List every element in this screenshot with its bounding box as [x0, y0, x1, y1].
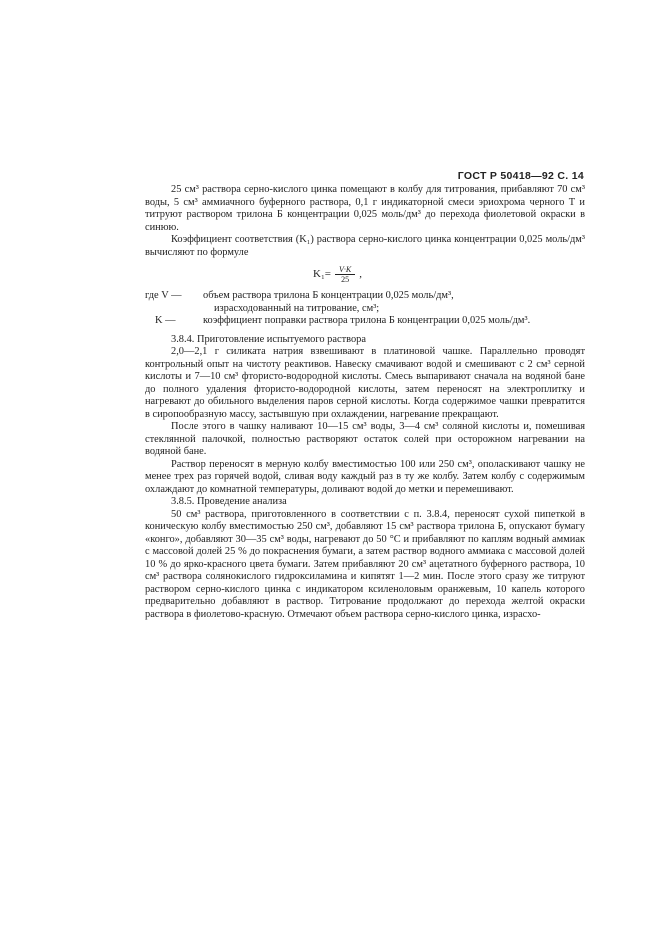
- formula-denominator: 25: [341, 275, 350, 284]
- paragraph-transfer: Раствор переносят в мерную колбу вместимостью 100 или 250 см³, ополаскивают чашку не менее трех раз горячей водой, сливая воду каждый раз в ту же колбу. Затем колбу с содержимым охлаждают до комнатной температуры, доливают водой до метки и перемешивают.: [145, 458, 585, 495]
- definition-v-continuation: израсходованный на титрование, см³;: [214, 302, 380, 314]
- paragraph-coefficient: Коэффициент соответствия (K₁) раствора серно-кислого цинка концентрации 0,025 моль/дм³ вычисляют по формуле: [145, 234, 585, 258]
- formula: [313, 265, 585, 284]
- page-body: [145, 184, 585, 621]
- formula-fraction: [335, 265, 355, 284]
- paragraph-preparation: 2,0—2,1 г силиката натрия взвешивают в платиновой чашке. Параллельно проводят контрольный опыт на чистоту реактивов. Навеску смачивают водой и смешивают с 2 см³ серной кислоты и 7—10 см³ фтористо-водородной кислоты. Смесь выпаривают сначала на водяной бане до полного удаления фтористо-водородной кислоты, затем переносят на электроплитку и нагревают до обильного выделения паров серной кислоты. Когда содержимое чашки превратится в сиропообразную массу, застывшую при охлаждении, нагревание прекращают.: [145, 346, 585, 420]
- paragraph-titration: 25 см³ раствора серно-кислого цинка помещают в колбу для титрования, прибавляют 70 см³ воды, 5 см³ аммиачного буферного раствора, 0,1 г индикаторной смеси эриохрома черного Т и титруют раствором трилона Б концентрации 0,025 моль/дм³ до перехода фиолетовой окраски в синюю.: [145, 184, 585, 233]
- formula-lhs: K₁=: [313, 268, 331, 281]
- page-header: ГОСТ Р 50418—92 С. 14: [457, 170, 584, 182]
- definition-v-label: где V —: [145, 290, 182, 301]
- paragraph-analysis: 50 см³ раствора, приготовленного в соответствии с п. 3.8.4, переносят сухой пипеткой в коническую колбу вместимостью 250 см³, добавляют 15 см³ раствора трилона Б, опускают бумагу «конго», добавляют 30—35 см³ воды, нагревают до 50 °С и прибавляют по каплям водный аммиак с массовой долей 25 % до покраснения бумаги, а затем раствор водного аммиака с массовой долей 10 % до ярко-красного цвета бумаги. Затем прибавляют 20 см³ ацетатного буферного раствора, 10 см³ раствора солянокислого гидроксиламина и кипятят 1—2 мин. После этого сразу же титруют раствором серно-кислого цинка с индикатором ксиленоловым оранжевым, 10 капель которого предварительно добавляют в раствор. Титрование продолжают до перехода желтой окраски раствора в фиолетово-красную. Отмечают объем раствора серно-кислого цинка, израсхо-: [145, 508, 585, 620]
- definition-v-text: объем раствора трилона Б концентрации 0,025 моль/дм³,: [203, 290, 454, 301]
- section-heading-3-8-5: 3.8.5. Проведение анализа: [171, 496, 287, 507]
- section-heading-3-8-4: 3.8.4. Приготовление испытуемого раствора: [171, 333, 366, 345]
- definition-k-text: коэффициент поправки раствора трилона Б концентрации 0,025 моль/дм³.: [203, 315, 531, 326]
- formula-tail: ,: [359, 268, 362, 281]
- definition-v: [145, 290, 585, 303]
- definition-k-label: K —: [155, 315, 176, 326]
- paragraph-dissolve: После этого в чашку наливают 10—15 см³ воды, 3—4 см³ соляной кислоты и, помешивая стеклянной палочкой, полностью растворяют остаток солей при осторожном нагревании на водяной бане.: [145, 421, 585, 457]
- formula-numerator: V·K: [335, 265, 355, 275]
- definition-k: [145, 315, 585, 328]
